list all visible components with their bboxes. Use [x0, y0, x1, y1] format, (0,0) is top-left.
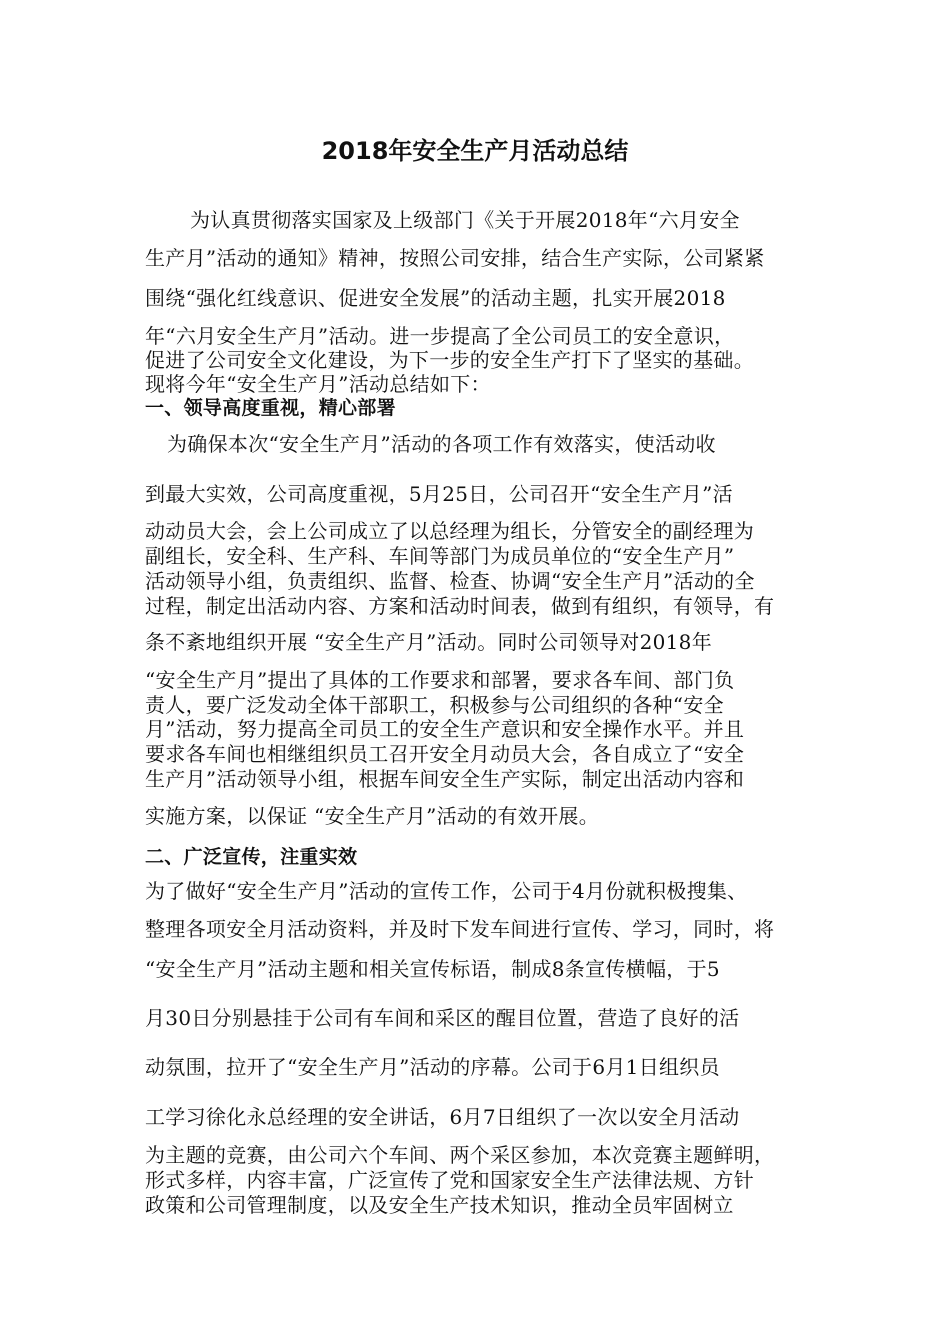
intro-line: 为认真贯彻落实国家及上级部门《关于开展2018年“六月安全: [190, 208, 740, 232]
section-heading: 一、领导高度重视，精心部署: [145, 397, 396, 419]
body-line: 活动领导小组，负责组织、监督、检查、协调“安全生产月”活动的全: [145, 569, 755, 593]
body-line: “安全生产月”提出了具体的工作要求和部署，要求各车间、部门负: [145, 668, 735, 692]
body-line: 副组长，安全科、生产科、车间等部门为成员单位的“安全生产月”: [145, 544, 735, 568]
body-line: 政策和公司管理制度，以及安全生产技术知识，推动全员牢固树立: [145, 1193, 734, 1217]
intro-line: 促进了公司安全文化建设，为下一步的安全生产打下了坚实的基础。: [145, 348, 754, 372]
body-line: 动动员大会，会上公司成立了以总经理为组长，分管安全的副经理为: [145, 519, 754, 543]
body-line: 责人，要广泛发动全体干部职工，积极参与公司组织的各种“安全: [145, 693, 724, 717]
section-heading: 二、广泛宣传，注重实效: [145, 846, 358, 868]
body-line: 整理各项安全月活动资料，并及时下发车间进行宣传、学习，同时，将: [145, 917, 775, 941]
body-line: “安全生产月”活动主题和相关宣传标语，制成8条宣传横幅，于5: [145, 957, 720, 981]
intro-line: 年“六月安全生产月”活动。进一步提高了全公司员工的安全意识，: [145, 324, 735, 348]
body-line: 实施方案，以保证 “安全生产月”活动的有效开展。: [145, 804, 600, 828]
body-line: 到最大实效，公司高度重视，5月25日，公司召开“安全生产月”活: [145, 482, 733, 506]
intro-line: 围绕“强化红线意识、促进安全发展”的活动主题，扎实开展2018: [145, 286, 726, 310]
body-line: 工学习徐化永总经理的安全讲话，6月7日组织了一次以安全月活动: [145, 1105, 740, 1129]
body-line: 为确保本次“安全生产月”活动的各项工作有效落实，使活动收: [167, 432, 716, 456]
body-line: 动氛围，拉开了“安全生产月”活动的序幕。公司于6月1日组织员: [145, 1055, 720, 1079]
body-line: 形式多样，内容丰富，广泛宣传了党和国家安全生产法律法规、方针: [145, 1168, 754, 1192]
body-line: 条不紊地组织开展 “安全生产月”活动。同时公司领导对2018年: [145, 630, 713, 654]
body-line: 过程，制定出活动内容、方案和活动时间表，做到有组织，有领导，有: [145, 594, 775, 618]
body-line: 要求各车间也相继组织员工召开安全月动员大会，各自成立了“安全: [145, 742, 745, 766]
intro-line: 现将今年“安全生产月”活动总结如下：: [145, 372, 491, 396]
body-line: 为主题的竞赛，由公司六个车间、两个采区参加，本次竞赛主题鲜明，: [145, 1143, 775, 1167]
document-title: 2018年安全生产月活动总结: [321, 137, 629, 165]
intro-line: 生产月”活动的通知》精神，按照公司安排，结合生产实际，公司紧紧: [145, 246, 765, 270]
body-line: 月”活动，努力提高全司员工的安全生产意识和安全操作水平。并且: [145, 717, 745, 741]
body-line: 生产月”活动领导小组，根据车间安全生产实际，制定出活动内容和: [145, 767, 745, 791]
body-line: 为了做好“安全生产月”活动的宣传工作，公司于4月份就积极搜集、: [145, 879, 748, 903]
body-line: 月30日分别悬挂于公司有车间和采区的醒目位置，营造了良好的活: [145, 1006, 740, 1030]
